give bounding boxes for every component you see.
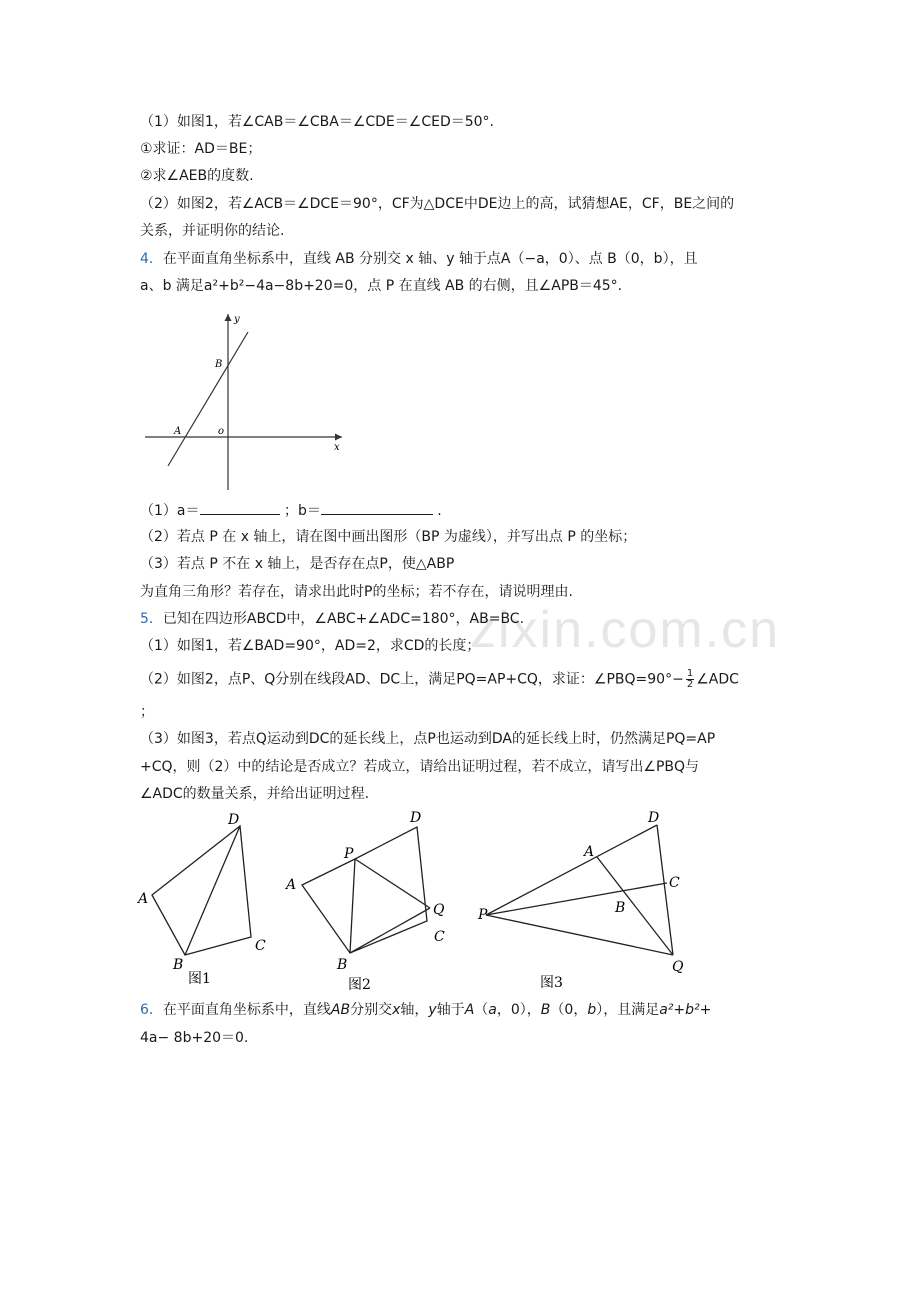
q3-part1b: ②求∠AEB的度数. [140, 168, 254, 184]
q4-coordinate-figure [140, 308, 350, 498]
fig2-label-d: D [410, 810, 422, 826]
q3-part2b: 关系，并证明你的结论. [140, 223, 285, 239]
fig2-label-p: P [344, 846, 354, 862]
figure-2 [302, 827, 430, 953]
fig3-label-p: P [478, 907, 488, 923]
q6-line2: 4a− 8b+20＝0. [140, 1030, 249, 1046]
q6-line1: 6．在平面直角坐标系中，直线AB分别交x轴，y轴于A（a，0），B（0，b），且满足a²+b²+ [140, 1002, 712, 1018]
q4-sub1 [140, 500, 442, 521]
q5-sub2-angle: ∠ADC [696, 671, 739, 688]
fig1-label-d: D [228, 812, 240, 828]
fig1-caption: 图1 [188, 971, 211, 987]
q5-sub2 [140, 669, 739, 690]
q4-sub3: （3）若点 P 不在 x 轴上，是否存在点P，使△ABP [140, 556, 455, 572]
point-a-label: A [174, 426, 182, 437]
q5-sub3b: +CQ，则（2）中的结论是否成立？若成立，请给出证明过程，若不成立，请写出∠PBQ与 [140, 759, 700, 775]
figure-3 [486, 825, 673, 955]
q3-part1: （1）如图1，若∠CAB＝∠CBA＝∠CDE＝∠CED＝50°. [140, 114, 494, 130]
q4-sub2: （2）若点 P 在 x 轴上，请在图中画出图形（BP 为虚线），并写出点 P 的坐标； [140, 529, 637, 545]
fig2-label-b: B [337, 957, 348, 973]
fig2-label-q: Q [433, 902, 445, 918]
q4-sub1-a: （1）a＝ [140, 503, 200, 519]
fig3-label-b: B [615, 900, 626, 916]
origin-label: o [218, 426, 225, 437]
q3-part1a: ①求证：AD＝BE； [140, 141, 262, 157]
q5-figures [130, 805, 720, 995]
fig3-label-q: Q [672, 959, 684, 975]
figure-1 [152, 826, 251, 955]
q5-stem-text: 已知在四边形ABCD中，∠ABC+∠ADC=180°，AB=BC. [162, 611, 525, 627]
x-label: x [334, 442, 340, 453]
q4-number: 4． [140, 251, 163, 267]
fig3-label-a: A [584, 844, 595, 860]
fig3-caption: 图3 [540, 975, 563, 991]
line-ab [168, 332, 248, 466]
q5-sub2c: ； [140, 704, 154, 720]
q5-sub1: （1）如图1，若∠BAD=90°，AD=2，求CD的长度； [140, 638, 481, 654]
point-b-label: B [215, 359, 223, 370]
q4-stem1 [140, 249, 698, 269]
fig1-label-c: C [255, 938, 266, 954]
q4-sub1-end: . [437, 503, 442, 519]
fig3-label-c: C [669, 875, 680, 891]
q4-sub3b: 为直角三角形？若存在，请求出此时P的坐标；若不存在，请说明理由. [140, 584, 573, 600]
fraction-one-half: $\frac{1}{2}$ [686, 668, 694, 690]
fig1-label-b: B [173, 957, 184, 973]
q5-stem [140, 609, 524, 629]
q5-number: 5． [140, 611, 163, 627]
watermark: zixin.com.cn [470, 601, 781, 659]
q3-part2: （2）如图2，若∠ACB＝∠DCE＝90°，CF为△DCE中DE边上的高，试猜想AE，CF，BE之间的 [140, 196, 735, 212]
fig3-label-d: D [648, 810, 660, 826]
y-label: y [234, 314, 240, 325]
fig2-label-c: C [434, 929, 445, 945]
q5-sub3a: （3）如图3，若点Q运动到DC的延长线上，点P也运动到DA的延长线上时，仍然满足PQ=AP [140, 731, 716, 747]
blank-b[interactable] [321, 500, 433, 515]
q5-sub3c: ∠ADC的数量关系，并给出证明过程. [140, 786, 370, 802]
q6-number: 6． [140, 1002, 163, 1018]
q4-sub1-b: ；b＝ [283, 503, 321, 519]
fig2-label-a: A [286, 877, 297, 893]
q4-stem2: a、b 满足a²+b²−4a−8b+20=0，点 P 在直线 AB 的右侧，且∠APB＝45°. [140, 278, 623, 294]
q5-sub2-text: （2）如图2，点P、Q分别在线段AD、DC上，满足PQ=AP+CQ，求证：∠PBQ=90°− [140, 671, 684, 688]
blank-a[interactable] [200, 500, 280, 515]
fig2-caption: 图2 [348, 977, 371, 993]
q4-stem-text1: 在平面直角坐标系中，直线 AB 分别交 x 轴、y 轴于点A（−a，0）、点 B（0，b），且 [162, 251, 698, 267]
fig1-label-a: A [138, 891, 149, 907]
